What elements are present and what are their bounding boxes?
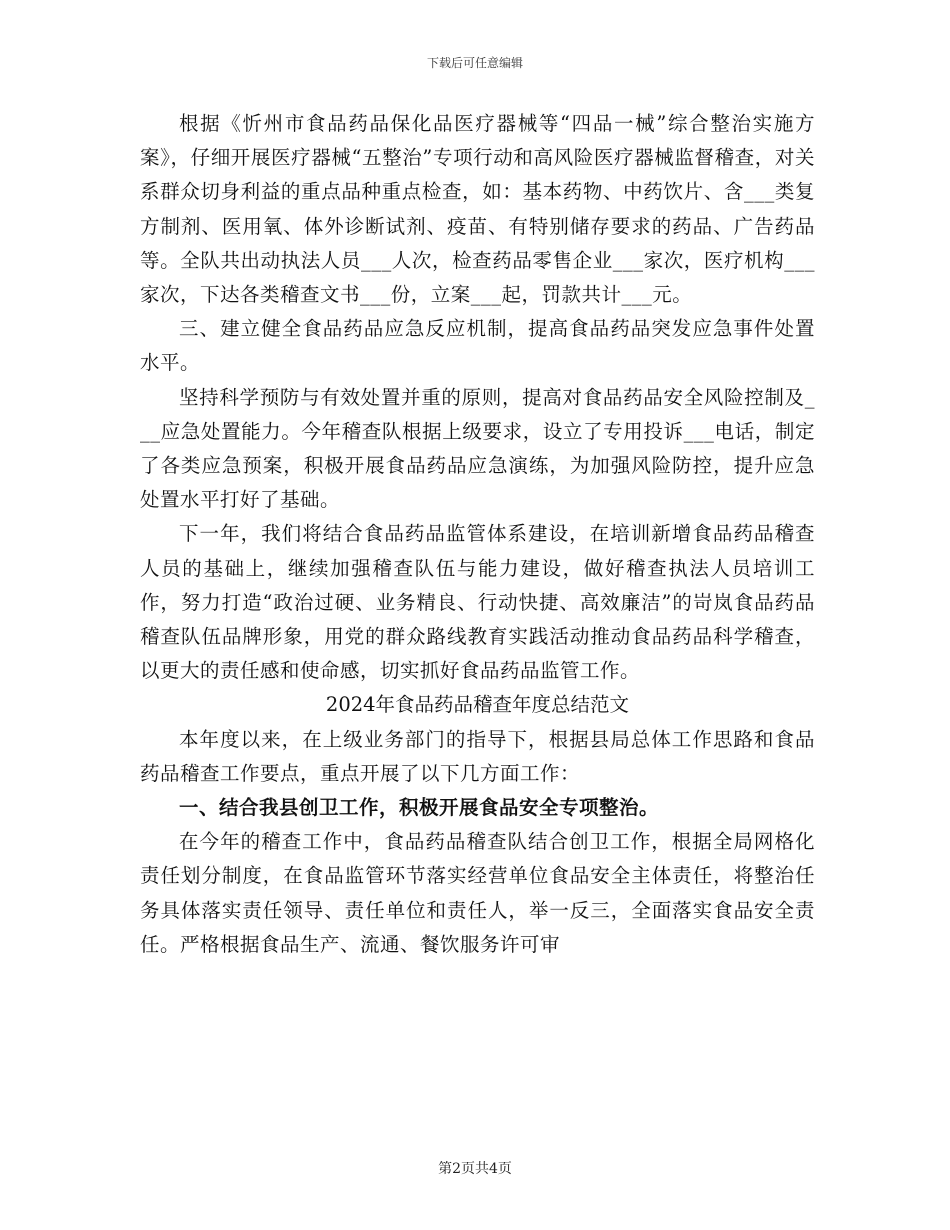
document-body: [140, 107, 815, 962]
heading-section-one: 一、结合我县创卫工作，积极开展食品安全专项整治。: [179, 796, 660, 820]
paragraph-intro: 本年度以来，在上级业务部门的指导下，根据县局总体工作思路和食品药品稽查工作要点，重点开展了以下几方面工作：: [140, 727, 815, 785]
section-title: 2024年食品药品稽查年度总结范文: [325, 693, 630, 717]
page-footer: 第2页共4页: [438, 1161, 512, 1177]
paragraph-food-safety-rectification: 在今年的稽查工作中，食品药品稽查队结合创卫工作，根据全局网格化责任划分制度，在食品监管环节落实经营单位食品安全主体责任，将整治任务具体落实责任领导、责任单位和责任人，举一反三，全面落实食品安全责任。严格根据食品生产、流通、餐饮服务许可审: [140, 830, 815, 956]
paragraph-emergency-response: 坚持科学预防与有效处置并重的原则，提高对食品药品安全风险控制及___应急处置能力。今年稽查队根据上级要求，设立了专用投诉___电话，制定了各类应急预案，积极开展食品药品应急演练，为加强风险防控，提升应急处置水平打好了基础。: [140, 385, 815, 512]
page-header: 下载后可任意编辑: [426, 56, 523, 70]
paragraph-section-three-heading: 三、建立健全食品药品应急反应机制，提高食品药品突发应急事件处置水平。: [140, 317, 815, 375]
paragraph-next-year-plan: 下一年，我们将结合食品药品监管体系建设，在培训新增食品药品稽查人员的基础上，继续加强稽查队伍与能力建设，做好稽查执法人员培训工作，努力打造“政治过硬、业务精良、行动快捷、高效廉洁”的岢岚食品药品稽查队伍品牌形象，用党的群众路线教育实践活动推动食品药品科学稽查，以更大的责任感和使命感，切实抓好食品药品监管工作。: [140, 522, 815, 683]
paragraph-inspection-campaign: 根据《忻州市食品药品保化品医疗器械等“四品一械”综合整治实施方案》，仔细开展医疗器械“五整治”专项行动和高风险医疗器械监督稽查，对关系群众切身利益的重点品种重点检查，如：基本药物、中药饮片、含___类复方制剂、医用氧、体外诊断试剂、疫苗、有特别储存要求的药品、广告药品等。全队共出动执法人员___人次，检查药品零售企业___家次，医疗机构___家次，下达各类稽查文书___份，立案___起，罚款共计___元。: [140, 112, 815, 307]
